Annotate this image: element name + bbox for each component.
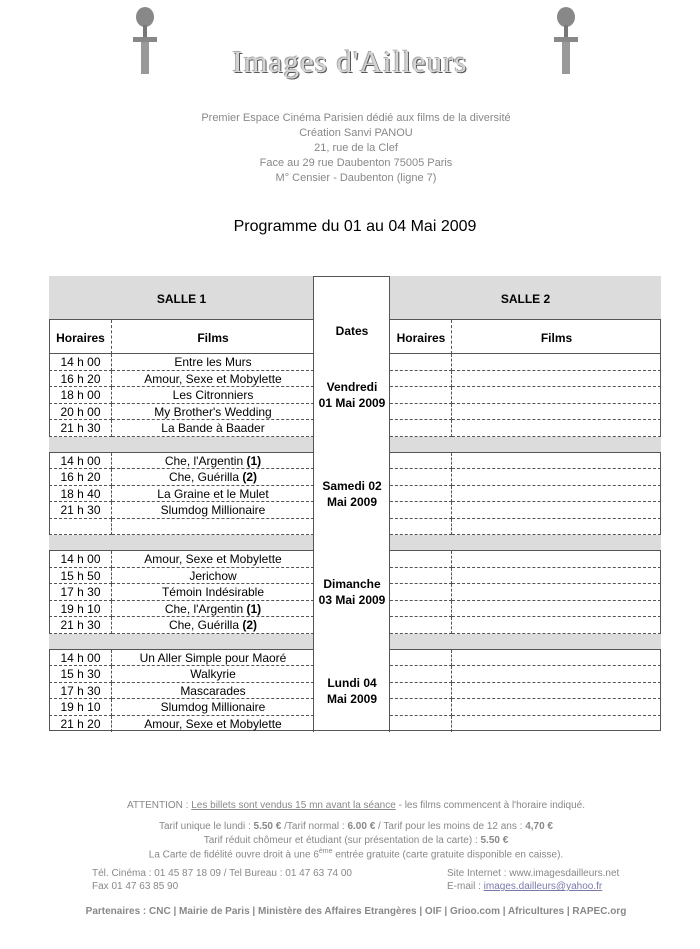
salle2-film-cell	[452, 371, 661, 388]
programme-title: Programme du 01 au 04 Mai 2009	[233, 218, 477, 235]
screening-film	[112, 421, 314, 435]
salle2-film-cell	[452, 502, 661, 519]
screening-film	[112, 405, 314, 419]
screening-time: 18 h 00	[60, 388, 101, 402]
fidelite-text-2: entrée gratuite (carte gratuite disponible en caisse).	[332, 849, 564, 861]
screening-film	[112, 651, 314, 665]
salle2-time-cell	[390, 354, 452, 371]
date-line-2: Mai 2009	[326, 691, 378, 706]
film-title: Walkyrie	[190, 667, 236, 681]
screening-film	[112, 700, 314, 714]
salle2-time-cell	[390, 601, 452, 618]
salle2-film-cell	[452, 387, 661, 404]
film-title: Témoin Indésirable	[161, 585, 265, 599]
salle2-time-cell	[390, 486, 452, 503]
day-separator-dates	[314, 437, 390, 453]
screening-time: 14 h 00	[60, 355, 101, 369]
tarif-label-lundi: Tarif unique le lundi :	[159, 821, 254, 832]
screening-film	[112, 388, 314, 402]
screening-film	[112, 487, 314, 501]
salle2-time-cell	[390, 420, 452, 437]
film-title: Che, Guérilla	[168, 618, 239, 632]
salle2-time-cell	[390, 387, 452, 404]
screening-film	[112, 667, 314, 681]
salle2-film-cell	[452, 683, 661, 700]
salle2-time-cell	[390, 650, 452, 667]
day-separator	[390, 535, 661, 551]
salle2-time-cell	[390, 502, 452, 519]
salle2-film-cell	[452, 519, 661, 536]
screening-time: 18 h 40	[60, 486, 101, 501]
salle2-time-cell	[390, 683, 452, 700]
salle2-film-cell	[452, 716, 661, 733]
attention-label: ATTENTION :	[126, 800, 189, 811]
metro: M° Censier - Daubenton (ligne 7)	[275, 172, 437, 184]
facing-address: Face au 29 rue Daubenton 75005 Paris	[259, 157, 453, 169]
salle2-film-cell	[452, 404, 661, 421]
salle2-film-cell	[452, 469, 661, 486]
screening-time: 21 h 20	[60, 716, 101, 731]
screening-film	[112, 454, 314, 468]
tarif-label-reduit: Tarif réduit chômeur et étudiant (sur présentation de la carte) :	[203, 835, 481, 846]
film-title: Un Aller Simple pour Maoré	[139, 650, 287, 665]
salle2-time-cell	[390, 699, 452, 716]
salle2-film-cell	[452, 354, 661, 371]
screening-time: 17 h 30	[60, 585, 101, 599]
screening-time: 14 h 00	[60, 552, 101, 566]
date-line-1: Lundi 04	[327, 675, 377, 690]
tarif-normal: 6.00 €	[347, 821, 376, 832]
film-title: Che, Guérilla	[168, 470, 239, 484]
fax-line: Fax 01 47 63 85 90	[92, 881, 179, 892]
salle2-film-cell	[452, 584, 661, 601]
day-separator-dates	[314, 535, 390, 551]
salle2-time-cell	[390, 584, 452, 601]
day-separator	[390, 437, 661, 453]
tarif-line-2	[0, 835, 700, 846]
email-link[interactable]: images.dailleurs@yahoo.fr	[483, 881, 603, 892]
salle2-time-cell	[390, 617, 452, 634]
film-title: Entre les Murs	[174, 355, 252, 369]
films-header-1: Films	[197, 331, 229, 345]
time-cell	[49, 519, 112, 536]
salle2-time-cell	[390, 568, 452, 585]
creator: Création Sanvi PANOU	[299, 127, 413, 139]
date-label	[314, 478, 390, 510]
screening-time: 16 h 20	[60, 371, 101, 386]
film-title: La Graine et le Mulet	[157, 486, 269, 501]
attention-rest: - les films commencent à l'horaire indiqué.	[395, 800, 586, 811]
salle1-title: SALLE 1	[156, 292, 207, 306]
date-label	[314, 576, 390, 608]
logo-title: Images d'Ailleurs	[232, 44, 468, 79]
film-title: La Bande à Baader	[161, 421, 265, 435]
day-separator	[390, 634, 661, 650]
film-part: (2)	[242, 618, 258, 632]
attention-notice: Les billets sont vendus 15 mn avant la séance	[191, 800, 396, 811]
day-separator-dates	[314, 634, 390, 650]
salle2-film-cell	[452, 617, 661, 634]
fidelite-sup: ème	[318, 848, 333, 855]
film-title: Slumdog Millionaire	[160, 700, 266, 714]
screening-time: 14 h 00	[60, 650, 101, 665]
day-separator	[49, 634, 314, 650]
tel-line: Tél. Cinéma : 01 45 87 18 09 / Tel Bureau : 01 47 63 74 00	[92, 868, 352, 879]
horaires-header-1: Horaires	[56, 331, 105, 345]
tarif-label-normal: /Tarif normal :	[281, 821, 348, 832]
address: 21, rue de la Clef	[314, 142, 398, 154]
dates-header-cell	[314, 276, 390, 354]
screening-film	[112, 470, 314, 484]
salle2-film-cell	[452, 568, 661, 585]
tarif-reduit: 5.50 €	[480, 835, 509, 846]
salle2-film-cell	[452, 420, 661, 437]
salle2-film-cell	[452, 453, 661, 470]
salle2-time-cell	[390, 519, 452, 536]
date-line-2: 03 Mai 2009	[318, 593, 386, 608]
screening-time: 19 h 10	[60, 601, 101, 616]
screening-time: 15 h 30	[60, 667, 101, 681]
film-title: Amour, Sexe et Mobylette	[144, 552, 282, 566]
screening-film	[112, 569, 314, 583]
screening-time: 21 h 30	[60, 618, 101, 632]
screening-time: 19 h 10	[60, 700, 101, 714]
date-line-2: 01 Mai 2009	[318, 396, 386, 411]
salle2-time-cell	[390, 371, 452, 388]
partners-line: Partenaires : CNC | Mairie de Paris | Ministère des Affaires Etrangères | OIF | Grioo.com | Africultures | RAPEC.org	[85, 906, 627, 917]
screening-film	[112, 684, 314, 698]
film-title: Slumdog Millionaire	[160, 503, 266, 517]
horaires-header-2: Horaires	[396, 331, 446, 345]
screening-film	[112, 618, 314, 632]
film-title: Che, l'Argentin	[164, 453, 244, 468]
salle2-time-cell	[390, 716, 452, 733]
dates-header: Dates	[335, 324, 369, 338]
salle2-time-cell	[390, 453, 452, 470]
film-cell	[112, 519, 314, 536]
date-label	[314, 379, 390, 411]
salle2-film-cell	[452, 486, 661, 503]
tarif-label-enfant: / Tarif pour les moins de 12 ans :	[375, 821, 526, 832]
screening-film	[112, 552, 314, 566]
tarif-lundi: 5.50 €	[253, 821, 282, 832]
tagline: Premier Espace Cinéma Parisien dédié aux films de la diversité	[201, 112, 511, 124]
film-part: (1)	[246, 601, 262, 616]
tarif-line-1	[0, 821, 700, 832]
email-label: E-mail :	[447, 881, 484, 892]
website: Site Internet : www.imagesdailleurs.net	[447, 868, 620, 879]
screening-time: 16 h 20	[60, 470, 101, 484]
film-title: Mascarades	[180, 683, 246, 698]
screening-film	[112, 717, 314, 731]
screening-film	[112, 503, 314, 517]
email-line	[447, 881, 602, 892]
film-title: Les Citronniers	[172, 388, 254, 402]
date-line-2: Mai 2009	[326, 494, 378, 509]
fidelite-line	[0, 848, 700, 860]
salle2-time-cell	[390, 551, 452, 568]
date-line-1: Samedi 02	[322, 478, 382, 493]
screening-film	[112, 585, 314, 599]
day-separator	[49, 437, 314, 453]
salle2-film-cell	[452, 551, 661, 568]
screening-film	[112, 372, 314, 386]
salle2-film-cell	[452, 650, 661, 667]
tarif-enfant: 4,70 €	[525, 821, 553, 832]
date-line-1: Dimanche	[323, 577, 381, 592]
salle2-time-cell	[390, 469, 452, 486]
salle2-title: SALLE 2	[500, 292, 551, 306]
screening-time: 21 h 30	[60, 421, 101, 435]
film-title: Jerichow	[189, 568, 237, 583]
film-title: Amour, Sexe et Mobylette	[144, 371, 282, 386]
films-header-2: Films	[540, 331, 573, 345]
screening-film	[112, 355, 314, 369]
salle2-time-cell	[390, 666, 452, 683]
film-part: (2)	[242, 470, 258, 484]
date-label	[314, 675, 390, 707]
film-title: Che, l'Argentin	[164, 601, 244, 616]
film-title: Amour, Sexe et Mobylette	[144, 716, 282, 731]
screening-film	[112, 602, 314, 616]
film-title: My Brother's Wedding	[154, 404, 272, 419]
salle2-film-cell	[452, 601, 661, 618]
screening-time: 17 h 30	[60, 683, 101, 698]
screening-time: 21 h 30	[60, 503, 101, 517]
attention-line	[0, 800, 700, 811]
screening-time: 20 h 00	[60, 404, 101, 419]
fidelite-text: La Carte de fidélité ouvre droit à une 6	[148, 849, 319, 861]
film-part: (1)	[246, 453, 262, 468]
salle2-film-cell	[452, 666, 661, 683]
screening-time: 14 h 00	[60, 453, 101, 468]
screening-time: 15 h 50	[60, 568, 101, 583]
date-line-1: Vendredi	[326, 380, 378, 395]
salle2-time-cell	[390, 404, 452, 421]
day-separator	[49, 535, 314, 551]
salle2-film-cell	[452, 699, 661, 716]
